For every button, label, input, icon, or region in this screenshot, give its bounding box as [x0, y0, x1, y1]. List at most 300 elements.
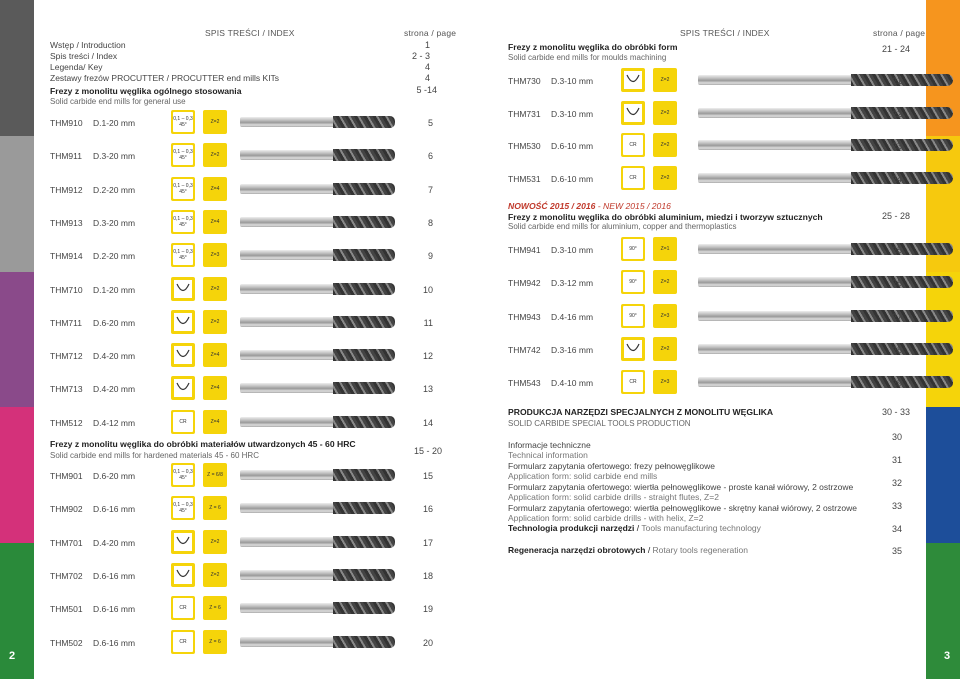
- teeth-count-text: Z = 6: [209, 605, 221, 612]
- teeth-count-icon: [203, 110, 227, 134]
- tool-shank: [240, 383, 336, 393]
- right-section2-pages: 25 - 28: [881, 211, 910, 221]
- tool-code[interactable]: THM913: [50, 217, 83, 228]
- right-section1-pages: 21 - 24: [881, 44, 910, 54]
- right-color-bar: [926, 543, 960, 679]
- teeth-count-text: Z=2: [660, 279, 670, 286]
- page-number-right: 3: [944, 650, 951, 662]
- intro-page: 2 - 3: [411, 51, 430, 61]
- tool-code[interactable]: THM731: [508, 108, 541, 119]
- radius-arc-icon: [173, 378, 193, 398]
- tool-shank: [240, 150, 336, 160]
- tool-diameter: D.6-20 mm: [93, 317, 136, 328]
- teeth-count-text: Z=4: [210, 352, 220, 359]
- tool-image: [698, 375, 953, 389]
- intro-label[interactable]: Zestawy frezów PROCUTTER / PROCUTTER end mills KITs: [50, 73, 280, 83]
- tool-shank: [698, 173, 856, 183]
- extra-page[interactable]: 34: [891, 524, 902, 534]
- tool-page[interactable]: 25: [891, 245, 902, 255]
- link-page[interactable]: 33: [891, 501, 902, 511]
- corner-radius-icon-text: CR: [623, 372, 643, 392]
- corner-radius-icon: [171, 596, 195, 620]
- tool-shank: [240, 537, 336, 547]
- extra-link[interactable]: [508, 523, 761, 533]
- teeth-count-text: Z=3: [660, 379, 670, 386]
- tool-diameter: D.2-20 mm: [93, 251, 136, 262]
- tool-diameter: D.2-20 mm: [93, 184, 136, 195]
- chamfer-icon-text: 0,1 – 0,3 45°: [173, 245, 193, 265]
- tool-flute: [333, 636, 395, 648]
- tool-image: [240, 468, 395, 482]
- chamfer-icon-text: 0,1 – 0,3 45°: [173, 212, 193, 232]
- tool-code[interactable]: THM711: [50, 317, 82, 328]
- tool-shank: [240, 503, 336, 513]
- tool-flute: [333, 536, 395, 548]
- tool-diameter: D.3-20 mm: [93, 151, 136, 162]
- tool-code[interactable]: THM530: [508, 141, 541, 151]
- teeth-count-icon: [653, 68, 677, 92]
- extra-link-sep: /: [645, 545, 653, 555]
- tool-diameter: D.4-16 mm: [551, 311, 594, 322]
- tool-image: [698, 171, 953, 185]
- page-number-left: 2: [9, 650, 16, 662]
- tool-diameter: D.1-20 mm: [93, 284, 136, 295]
- link-pl[interactable]: Formularz zapytania ofertowego: wiertła pełnowęglikowe - skrętny kanał wiórowy, 2 ostrzowe: [508, 503, 857, 513]
- right-section1-subtitle: Solid carbide end mills for moulds machining: [508, 53, 667, 62]
- link-en[interactable]: Application form: solid carbide drills - with helix, Z=2: [508, 513, 704, 523]
- tool-code[interactable]: THM901: [50, 471, 83, 481]
- tool-page[interactable]: 19: [422, 604, 433, 615]
- tool-image: [240, 115, 395, 129]
- teeth-count-text: Z=2: [660, 345, 670, 352]
- teeth-count-text: Z = 6: [209, 505, 221, 512]
- tool-flute: [333, 249, 395, 261]
- intro-label[interactable]: Wstęp / Introduction: [50, 40, 126, 50]
- tool-page[interactable]: 9: [427, 251, 433, 262]
- radius-arc-icon: [623, 339, 643, 359]
- tool-code[interactable]: THM701: [50, 537, 83, 548]
- tool-flute: [333, 602, 395, 614]
- right-section1-title: Frezy z monolitu węglika do obróbki form: [508, 42, 678, 52]
- tool-image: [240, 348, 395, 362]
- tool-flute: [333, 283, 395, 295]
- extra-link[interactable]: [508, 545, 748, 555]
- teeth-count-text: Z=2: [660, 174, 670, 181]
- tool-diameter: D.4-10 mm: [551, 378, 594, 389]
- tool-flute: [333, 149, 395, 161]
- left-color-bar: [0, 0, 34, 136]
- teeth-count-icon: [203, 530, 227, 554]
- tool-code[interactable]: THM910: [50, 118, 83, 128]
- tool-diameter: D.3-10 mm: [551, 76, 594, 86]
- tool-flute: [333, 502, 395, 514]
- tool-image: [240, 535, 395, 549]
- left-section1-pages: 5 -14: [416, 85, 437, 95]
- tool-flute: [333, 416, 395, 428]
- tool-diameter: D.6-16 mm: [93, 570, 136, 581]
- right-color-bar: [926, 407, 960, 543]
- right-section2-subtitle: Solid carbide end mills for aluminium, copper and thermoplastics: [508, 222, 737, 231]
- radius-icon: [171, 376, 195, 400]
- tool-shank: [698, 75, 856, 85]
- left-color-bar: [0, 136, 34, 272]
- tool-image: [240, 415, 395, 429]
- tool-page[interactable]: 17: [422, 537, 433, 548]
- tool-image: [240, 248, 395, 262]
- tool-page[interactable]: 12: [422, 351, 433, 362]
- extra-link-pl[interactable]: Regeneracja narzędzi obrotowych: [508, 545, 646, 555]
- corner-radius-icon: [621, 133, 645, 157]
- teeth-count-text: Z = 6/8: [207, 472, 223, 478]
- tool-shank: [240, 284, 336, 294]
- chamfer-icon: [621, 304, 645, 328]
- tool-image: [240, 315, 395, 329]
- tool-page[interactable]: 27: [891, 311, 902, 322]
- tool-image: [240, 635, 395, 649]
- chamfer-icon-text: 90°: [623, 306, 643, 326]
- tool-shank: [240, 417, 336, 427]
- tool-diameter: D.4-20 mm: [93, 537, 136, 548]
- link-en[interactable]: Application form: solid carbide drills - straight flutes, Z=2: [508, 492, 719, 502]
- tool-shank: [240, 603, 336, 613]
- tool-image: [240, 282, 395, 296]
- tool-page[interactable]: 23: [891, 141, 902, 151]
- tool-code[interactable]: THM730: [508, 76, 541, 86]
- teeth-count-text: Z=2: [660, 77, 670, 83]
- tool-page[interactable]: 16: [422, 504, 433, 515]
- chamfer-icon: [171, 110, 195, 134]
- right-header-title: SPIS TREŚCI / INDEX: [680, 28, 770, 38]
- tool-diameter: D.3-16 mm: [551, 344, 594, 355]
- teeth-count-icon: [653, 370, 677, 394]
- tool-image: [240, 381, 395, 395]
- link-page[interactable]: 32: [891, 478, 902, 488]
- tool-shank: [240, 184, 336, 194]
- teeth-count-text: Z=4: [210, 218, 220, 225]
- tool-diameter: D.6-10 mm: [551, 173, 594, 184]
- intro-label[interactable]: Spis treści / Index: [50, 51, 118, 61]
- tool-code[interactable]: THM912: [50, 184, 83, 195]
- teeth-count-text: Z=4: [210, 385, 220, 392]
- tool-code[interactable]: THM713: [50, 384, 83, 395]
- teeth-count-text: Z = 6: [209, 638, 221, 645]
- intro-page: 1: [424, 40, 430, 50]
- left-color-bar: [0, 543, 34, 679]
- chamfer-icon: [171, 496, 195, 520]
- teeth-count-text: Z=2: [210, 152, 220, 159]
- extra-link-en[interactable]: Tools manufacturing technology: [641, 523, 761, 533]
- tool-page[interactable]: 13: [422, 384, 433, 395]
- tool-code[interactable]: THM911: [50, 151, 82, 162]
- teeth-count-icon: [653, 101, 677, 125]
- chamfer-icon: [171, 243, 195, 267]
- tool-image: [240, 148, 395, 162]
- left-color-bar: [0, 272, 34, 408]
- chamfer-icon: [171, 143, 195, 167]
- tool-page[interactable]: 26: [891, 278, 902, 289]
- tool-page[interactable]: 28: [891, 344, 902, 355]
- tool-page[interactable]: 10: [422, 284, 433, 295]
- tool-shank: [240, 250, 336, 260]
- teeth-count-icon: [203, 277, 227, 301]
- tool-diameter: D.1-20 mm: [93, 118, 136, 128]
- tool-image: [698, 275, 953, 289]
- tool-shank: [698, 344, 856, 354]
- tool-page[interactable]: 24: [891, 173, 902, 184]
- tool-code[interactable]: THM531: [508, 173, 541, 184]
- tool-shank: [698, 140, 856, 150]
- tool-image: [240, 215, 395, 229]
- extra-link-sep: /: [634, 523, 642, 533]
- left-header-page: strona / page: [404, 28, 457, 38]
- left-section2-subtitle: Solid carbide end mills for hardened materials 45 - 60 HRC: [50, 451, 259, 460]
- corner-radius-icon-text: CR: [173, 598, 193, 618]
- chamfer-icon: [171, 463, 195, 487]
- extra-page[interactable]: 35: [891, 546, 902, 556]
- teeth-count-text: Z=2: [210, 318, 220, 325]
- chamfer-icon-text: 0,1 – 0,3 45°: [173, 112, 193, 132]
- tool-code[interactable]: THM941: [508, 245, 541, 255]
- teeth-count-text: Z=3: [210, 252, 220, 259]
- tool-code[interactable]: THM512: [50, 417, 83, 428]
- radius-arc-icon: [623, 103, 643, 123]
- extra-link-en[interactable]: Rotary tools regeneration: [652, 545, 748, 555]
- tool-flute: [333, 216, 395, 228]
- right-header-page: strona / page: [873, 28, 926, 38]
- tool-shank: [698, 311, 856, 321]
- tool-diameter: D.6-16 mm: [93, 504, 136, 515]
- tool-page[interactable]: 6: [427, 151, 433, 162]
- teeth-count-icon: [653, 133, 677, 157]
- teeth-count-text: Z=3: [660, 312, 670, 319]
- teeth-count-text: Z=2: [210, 285, 220, 292]
- radius-icon: [621, 68, 645, 92]
- teeth-count-icon: [203, 243, 227, 267]
- chamfer-icon-text: 90°: [623, 239, 643, 259]
- radius-arc-icon: [173, 279, 193, 299]
- tool-shank: [240, 317, 336, 327]
- tool-diameter: D.3-12 mm: [551, 278, 594, 289]
- corner-radius-icon: [171, 630, 195, 654]
- tool-image: [698, 342, 953, 356]
- right-section2-title: Frezy z monolitu węglika do obróbki aluminium, miedzi i tworzyw sztucznych: [508, 212, 823, 222]
- tool-page[interactable]: 21: [891, 76, 902, 86]
- tool-shank: [240, 217, 336, 227]
- tool-image: [240, 601, 395, 615]
- teeth-count-icon: [203, 463, 227, 487]
- teeth-count-text: Z=2: [660, 109, 670, 116]
- tool-flute: [333, 316, 395, 328]
- radius-icon: [171, 530, 195, 554]
- left-header-title: SPIS TREŚCI / INDEX: [205, 28, 295, 38]
- tool-diameter: D.4-20 mm: [93, 351, 136, 362]
- tool-image: [240, 568, 395, 582]
- tool-code[interactable]: THM943: [508, 311, 541, 322]
- extra-link-pl[interactable]: Technologia produkcji narzędzi: [508, 523, 635, 533]
- link-page[interactable]: 31: [891, 455, 902, 465]
- radius-arc-icon: [623, 70, 643, 90]
- teeth-count-text: Z=4: [210, 185, 220, 192]
- tool-diameter: D.3-20 mm: [93, 217, 136, 228]
- left-section2-pages: 15 - 20: [413, 446, 442, 456]
- tool-page[interactable]: 18: [422, 570, 433, 581]
- tool-image: [698, 309, 953, 323]
- tool-diameter: D.6-10 mm: [551, 141, 594, 151]
- radius-icon: [621, 101, 645, 125]
- right-section3-subtitle: SOLID CARBIDE SPECIAL TOOLS PRODUCTION: [508, 419, 691, 428]
- tool-code[interactable]: THM501: [50, 604, 83, 615]
- link-en[interactable]: Application form: solid carbide end mills: [508, 471, 658, 481]
- tool-page[interactable]: 8: [427, 217, 433, 228]
- left-section2-title: Frezy z monolitu węglika do obróbki materiałów utwardzonych 45 - 60 HRC: [50, 439, 356, 449]
- radius-arc-icon: [173, 565, 193, 585]
- tool-flute: [333, 382, 395, 394]
- tool-page[interactable]: 11: [423, 317, 433, 328]
- tool-diameter: D.4-20 mm: [93, 384, 136, 395]
- new-label-line: [508, 201, 671, 211]
- tool-flute: [333, 469, 395, 481]
- new-label-en: - NEW 2015 / 2016: [595, 201, 671, 211]
- chamfer-icon: [171, 177, 195, 201]
- tool-shank: [240, 637, 336, 647]
- teeth-count-icon: [203, 376, 227, 400]
- teeth-count-icon: [203, 630, 227, 654]
- link-pl[interactable]: Informacje techniczne: [508, 440, 591, 450]
- teeth-count-icon: [203, 177, 227, 201]
- tool-page[interactable]: 22: [891, 108, 902, 119]
- tool-shank: [698, 244, 856, 254]
- radius-icon: [171, 310, 195, 334]
- tool-shank: [240, 350, 336, 360]
- link-pl[interactable]: Formularz zapytania ofertowego: wiertła pełnowęglikowe - proste kanał wiórowy, 2 ostrzowe: [508, 482, 854, 492]
- tool-flute: [333, 349, 395, 361]
- teeth-count-text: Z=2: [660, 142, 670, 148]
- chamfer-icon: [171, 210, 195, 234]
- chamfer-icon-text: 0,1 – 0,3 45°: [173, 498, 193, 518]
- tool-flute: [333, 183, 395, 195]
- tool-page[interactable]: 5: [427, 118, 433, 128]
- teeth-count-text: Z=2: [210, 571, 220, 578]
- tool-flute: [333, 116, 395, 128]
- tool-shank: [698, 377, 856, 387]
- left-section1-title: Frezy z monolitu węglika ogólnego stosowania: [50, 86, 242, 96]
- link-pl[interactable]: Formularz zapytania ofertowego: frezy pełnowęglikowe: [508, 461, 715, 471]
- intro-page: 4: [424, 73, 430, 83]
- intro-page: 4: [424, 62, 430, 72]
- corner-radius-icon: [621, 166, 645, 190]
- teeth-count-icon: [653, 337, 677, 361]
- tool-flute: [333, 569, 395, 581]
- tool-code[interactable]: THM543: [508, 378, 541, 389]
- tool-image: [240, 501, 395, 515]
- corner-radius-icon-text: CR: [173, 632, 193, 652]
- tool-diameter: D.4-12 mm: [93, 417, 136, 428]
- teeth-count-icon: [653, 270, 677, 294]
- tool-shank: [698, 277, 856, 287]
- teeth-count-icon: [203, 343, 227, 367]
- right-section3-pages: 30 - 33: [881, 407, 910, 417]
- tool-page[interactable]: 15: [422, 471, 433, 481]
- teeth-count-icon: [203, 210, 227, 234]
- tool-code[interactable]: THM742: [508, 344, 541, 355]
- tool-code[interactable]: THM914: [50, 251, 83, 262]
- radius-arc-icon: [173, 532, 193, 552]
- tool-code[interactable]: THM712: [50, 351, 83, 362]
- corner-radius-icon-text: CR: [173, 412, 193, 432]
- chamfer-icon-text: 0,1 – 0,3 45°: [173, 465, 193, 485]
- tool-page[interactable]: 7: [427, 184, 433, 195]
- link-page[interactable]: 30: [891, 432, 902, 442]
- teeth-count-icon: [203, 596, 227, 620]
- tool-code[interactable]: THM702: [50, 570, 83, 581]
- teeth-count-icon: [203, 143, 227, 167]
- teeth-count-icon: [653, 304, 677, 328]
- tool-diameter: D.3-10 mm: [551, 108, 594, 119]
- tool-shank: [240, 470, 336, 480]
- teeth-count-text: Z=1: [660, 246, 670, 252]
- tool-image: [240, 182, 395, 196]
- teeth-count-icon: [653, 237, 677, 261]
- teeth-count-icon: [203, 563, 227, 587]
- tool-image: [698, 106, 953, 120]
- corner-radius-icon-text: CR: [623, 135, 643, 155]
- radius-icon: [171, 343, 195, 367]
- right-section3-title: PRODUKCJA NARZĘDZI SPECJALNYCH Z MONOLITU WĘGLIKA: [508, 407, 774, 417]
- link-en[interactable]: Technical information: [508, 450, 588, 460]
- new-label: NOWOŚĆ 2015 / 2016: [508, 201, 596, 211]
- corner-radius-icon: [171, 410, 195, 434]
- tool-code[interactable]: THM710: [50, 284, 83, 295]
- teeth-count-icon: [203, 496, 227, 520]
- radius-arc-icon: [173, 312, 193, 332]
- left-color-bar: [0, 407, 34, 543]
- tool-page[interactable]: 29: [891, 378, 902, 389]
- radius-arc-icon: [173, 345, 193, 365]
- tool-page[interactable]: 20: [422, 637, 433, 648]
- chamfer-icon: [621, 237, 645, 261]
- corner-radius-icon: [621, 370, 645, 394]
- teeth-count-icon: [203, 310, 227, 334]
- tool-page[interactable]: 14: [422, 417, 433, 428]
- radius-icon: [171, 563, 195, 587]
- tool-image: [698, 242, 953, 256]
- radius-icon: [171, 277, 195, 301]
- teeth-count-text: Z=2: [210, 538, 220, 545]
- teeth-count-text: Z=2: [210, 119, 220, 125]
- intro-label[interactable]: Legenda/ Key: [50, 62, 103, 72]
- tool-image: [698, 138, 953, 152]
- teeth-count-icon: [203, 410, 227, 434]
- tool-diameter: D.6-16 mm: [93, 637, 136, 648]
- tool-code[interactable]: THM502: [50, 637, 83, 648]
- tool-diameter: D.6-16 mm: [93, 604, 136, 615]
- chamfer-icon-text: 0,1 – 0,3 45°: [173, 179, 193, 199]
- radius-icon: [621, 337, 645, 361]
- tool-shank: [240, 570, 336, 580]
- tool-shank: [240, 117, 336, 127]
- corner-radius-icon-text: CR: [623, 168, 643, 188]
- left-section1-subtitle: Solid carbide end mills for general use: [50, 97, 186, 106]
- tool-image: [698, 73, 953, 87]
- chamfer-icon-text: 0,1 – 0,3 45°: [173, 145, 193, 165]
- tool-code[interactable]: THM902: [50, 504, 83, 515]
- tool-diameter: D.6-20 mm: [93, 471, 136, 481]
- chamfer-icon-text: 90°: [623, 272, 643, 292]
- chamfer-icon: [621, 270, 645, 294]
- teeth-count-icon: [653, 166, 677, 190]
- tool-code[interactable]: THM942: [508, 278, 541, 289]
- tool-shank: [698, 108, 856, 118]
